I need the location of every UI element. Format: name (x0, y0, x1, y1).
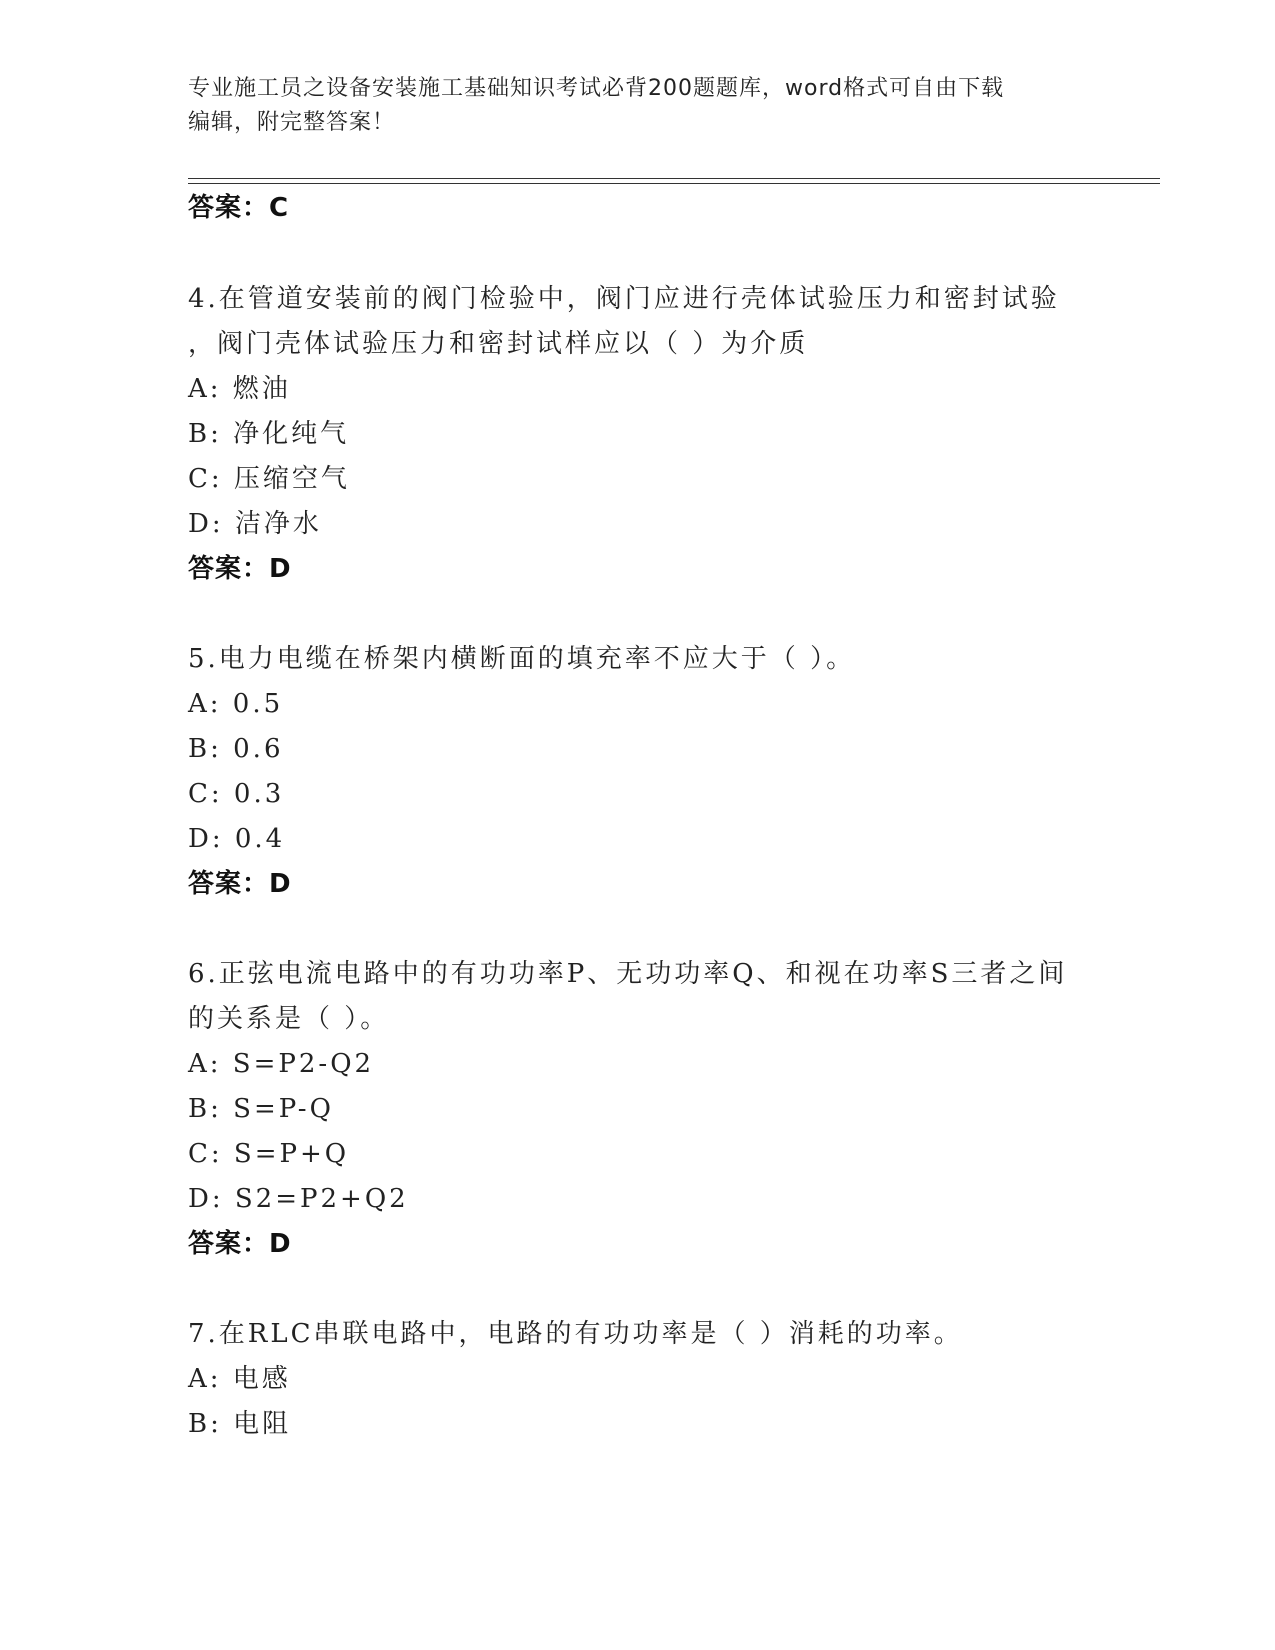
header-divider-bottom (188, 183, 1160, 184)
question-6-option-a: A: S=P2-Q2 (188, 1049, 375, 1079)
header-divider-top (188, 178, 1160, 179)
question-5-option-a: A: 0.5 (188, 689, 284, 719)
question-4-option-a: A: 燃油 (188, 374, 291, 404)
document-header (188, 72, 1088, 140)
question-6-option-d: D: S2=P2+Q2 (188, 1184, 409, 1214)
question-5-answer: 答案：D (188, 869, 292, 899)
question-7-option-b: B: 电阻 (188, 1409, 292, 1439)
header-line-1: 专业施工员之设备安装施工基础知识考试必背200题题库，word格式可自由下载 (188, 76, 1005, 101)
question-5-option-d: D: 0.4 (188, 824, 286, 854)
question-6-option-c: C: S=P+Q (188, 1139, 350, 1169)
question-7-stem-line-1: 7.在RLC串联电路中，电路的有功功率是（ ）消耗的功率。 (188, 1319, 963, 1349)
question-5-option-b: B: 0.6 (188, 734, 284, 764)
question-4-option-b: B: 净化纯气 (188, 419, 350, 449)
question-6-stem-line-2: 的关系是（ ）。 (188, 1004, 390, 1034)
header-line-2: 编辑，附完整答案！ (188, 110, 396, 135)
question-5-option-c: C: 0.3 (188, 779, 285, 809)
question-6-answer: 答案：D (188, 1229, 292, 1259)
answer-label: 答案：C (188, 193, 290, 223)
question-7-option-a: A: 电感 (188, 1364, 291, 1394)
question-6-stem-line-1: 6.正弦电流电路中的有功功率P、无功功率Q、和视在功率S三者之间 (188, 959, 1068, 989)
question-4-stem-line-2: ，阀门壳体试验压力和密封试样应以（ ）为介质 (188, 329, 809, 359)
question-4-stem-line-1: 4.在管道安装前的阀门检验中，阀门应进行壳体试验压力和密封试验 (188, 284, 1060, 314)
question-6-option-b: B: S=P-Q (188, 1094, 334, 1124)
question-4-option-c: C: 压缩空气 (188, 464, 350, 494)
question-5-stem-line-1: 5.电力电缆在桥架内横断面的填充率不应大于（ ）。 (188, 644, 856, 674)
question-4-answer: 答案：D (188, 554, 292, 584)
question-4-option-d: D: 洁净水 (188, 509, 322, 539)
